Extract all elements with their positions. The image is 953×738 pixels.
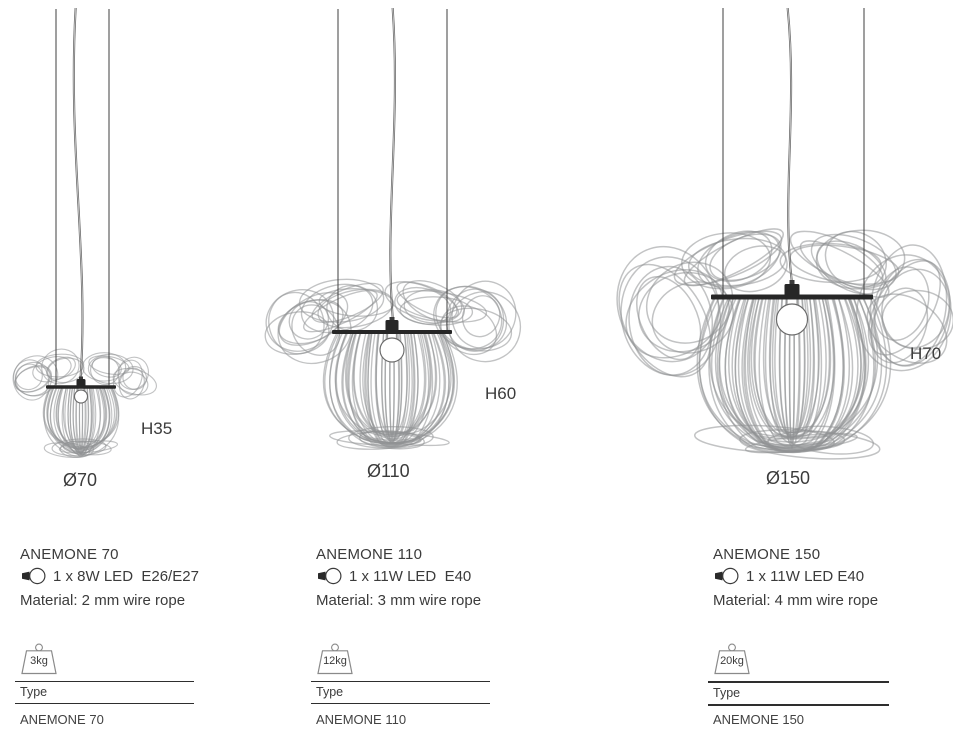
type-table [15, 681, 194, 704]
weight-value: 20kg [720, 655, 744, 667]
material-spec: Material: 4 mm wire rope [713, 592, 879, 609]
lamp-drawing-anemone-110 [250, 0, 530, 500]
height-dimension-label: H35 [141, 419, 173, 438]
weight-badge [709, 642, 757, 676]
bulb-spec-row [20, 567, 199, 585]
type-table [311, 681, 490, 704]
type-table-header: Type [316, 685, 344, 699]
height-dimension-label: H70 [910, 344, 942, 363]
spec-column-anemone-70 [20, 546, 230, 738]
weight-value: 12kg [323, 655, 347, 667]
material-spec: Material: 2 mm wire rope [20, 592, 186, 609]
type-value: ANEMONE 70 [20, 712, 104, 727]
bulb-icon [316, 567, 343, 585]
product-title: ANEMONE 110 [316, 546, 423, 563]
type-value: ANEMONE 150 [713, 712, 805, 727]
product-title: ANEMONE 70 [20, 546, 119, 563]
spec-column-anemone-110 [316, 546, 526, 738]
bulb-icon [713, 567, 740, 585]
bulb-icon [20, 567, 47, 585]
bulb-spec-row [316, 567, 471, 585]
bulb-spec-text: 1 x 8W LED E26/E27 [53, 567, 199, 585]
bulb-spec-text: 1 x 11W LED E40 [746, 567, 865, 585]
weight-badge [312, 642, 360, 676]
height-dimension-label: H60 [485, 384, 517, 403]
material-spec: Material: 3 mm wire rope [316, 592, 482, 609]
weight-badge [16, 642, 64, 676]
diameter-dimension-label: Ø150 [766, 468, 811, 488]
lamp-drawing-anemone-150 [600, 0, 953, 500]
lamp-drawing-anemone-70 [0, 0, 230, 500]
diameter-dimension-label: Ø110 [367, 461, 410, 481]
type-table [708, 681, 889, 706]
bulb-spec-row [713, 567, 864, 585]
type-table-header: Type [713, 686, 741, 700]
spec-column-anemone-150 [713, 546, 923, 738]
product-title: ANEMONE 150 [713, 546, 821, 563]
diameter-dimension-label: Ø70 [63, 470, 98, 490]
bulb-spec-text: 1 x 11W LED E40 [349, 567, 472, 585]
type-table-header: Type [20, 685, 48, 699]
weight-value: 3kg [30, 655, 48, 667]
type-value: ANEMONE 110 [316, 712, 407, 727]
